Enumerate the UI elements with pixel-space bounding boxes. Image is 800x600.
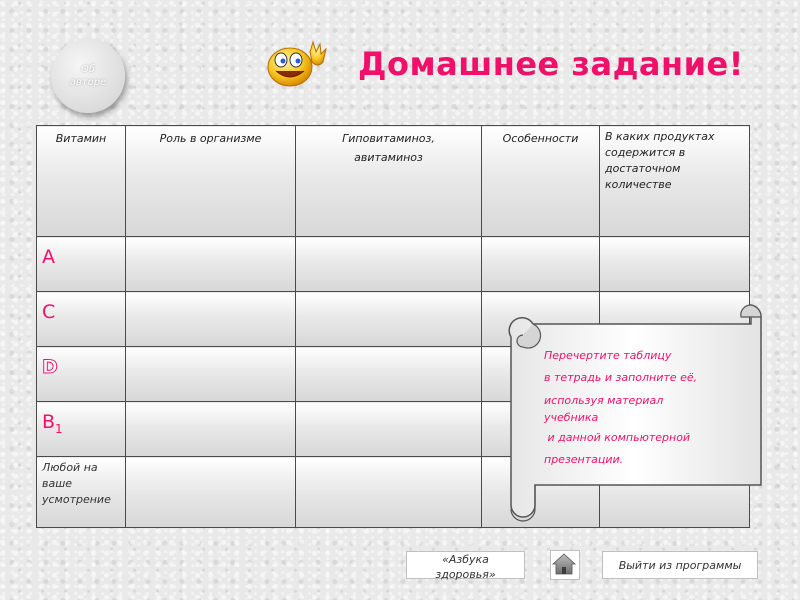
table-cell [296, 347, 482, 402]
instruction-line: и данной компьютерной [544, 431, 691, 444]
any-choice-cell [37, 457, 126, 528]
about-author-button[interactable] [51, 39, 125, 113]
exit-label: Выйти из программы [618, 559, 742, 572]
table-cell [126, 457, 296, 528]
vitamin-d-label: D [42, 356, 58, 378]
instruction-line: используя материал [544, 394, 664, 407]
vitamin-a-cell [37, 237, 126, 292]
any-choice-label: Любой на ваше усмотрение [42, 461, 111, 506]
vitamin-b1-cell [37, 402, 126, 457]
instruction-line: Перечертите таблицу [544, 349, 672, 362]
header-features: Особенности [482, 126, 600, 237]
home-button[interactable] [550, 550, 580, 580]
table-cell [126, 402, 296, 457]
header-hypovitaminosis: Гиповитаминоз, авитаминоз [296, 126, 482, 237]
vitamin-b1-label [42, 405, 120, 436]
vitamin-d-cell [37, 347, 126, 402]
table-cell [296, 237, 482, 292]
header-vitamin: Витамин [37, 126, 126, 237]
table-row [37, 237, 750, 292]
home-icon [551, 551, 577, 577]
header-products: В каких продуктах содержится в достаточном количестве [600, 126, 750, 237]
table-cell [126, 347, 296, 402]
table-cell [126, 237, 296, 292]
table-cell [126, 292, 296, 347]
instruction-line: презентации. [544, 453, 624, 466]
smiley-icon [266, 40, 336, 90]
table-cell [296, 292, 482, 347]
vitamin-a-label: A [42, 246, 55, 268]
instruction-line: учебника [544, 411, 599, 424]
header-role: Роль в организме [126, 126, 296, 237]
table-cell [296, 402, 482, 457]
vitamin-b-letter: B [42, 411, 56, 433]
table-cell [600, 237, 750, 292]
table-cell [296, 457, 482, 528]
table-cell [482, 237, 600, 292]
table-header-row [37, 126, 750, 237]
page-title: Домашнее задание! [358, 45, 744, 83]
azbuka-zdorovya-button[interactable] [406, 551, 525, 579]
homework-instructions [544, 345, 749, 471]
exit-program-button[interactable] [602, 551, 758, 579]
vitamin-c-cell [37, 292, 126, 347]
vitamin-b-subscript: 1 [55, 421, 63, 436]
azbuka-label: «Азбука здоровья» [435, 553, 496, 581]
instruction-line: в тетрадь и заполните её, [544, 371, 698, 384]
vitamin-c-label: C [42, 301, 56, 323]
about-author-label: Об авторе [69, 64, 107, 88]
